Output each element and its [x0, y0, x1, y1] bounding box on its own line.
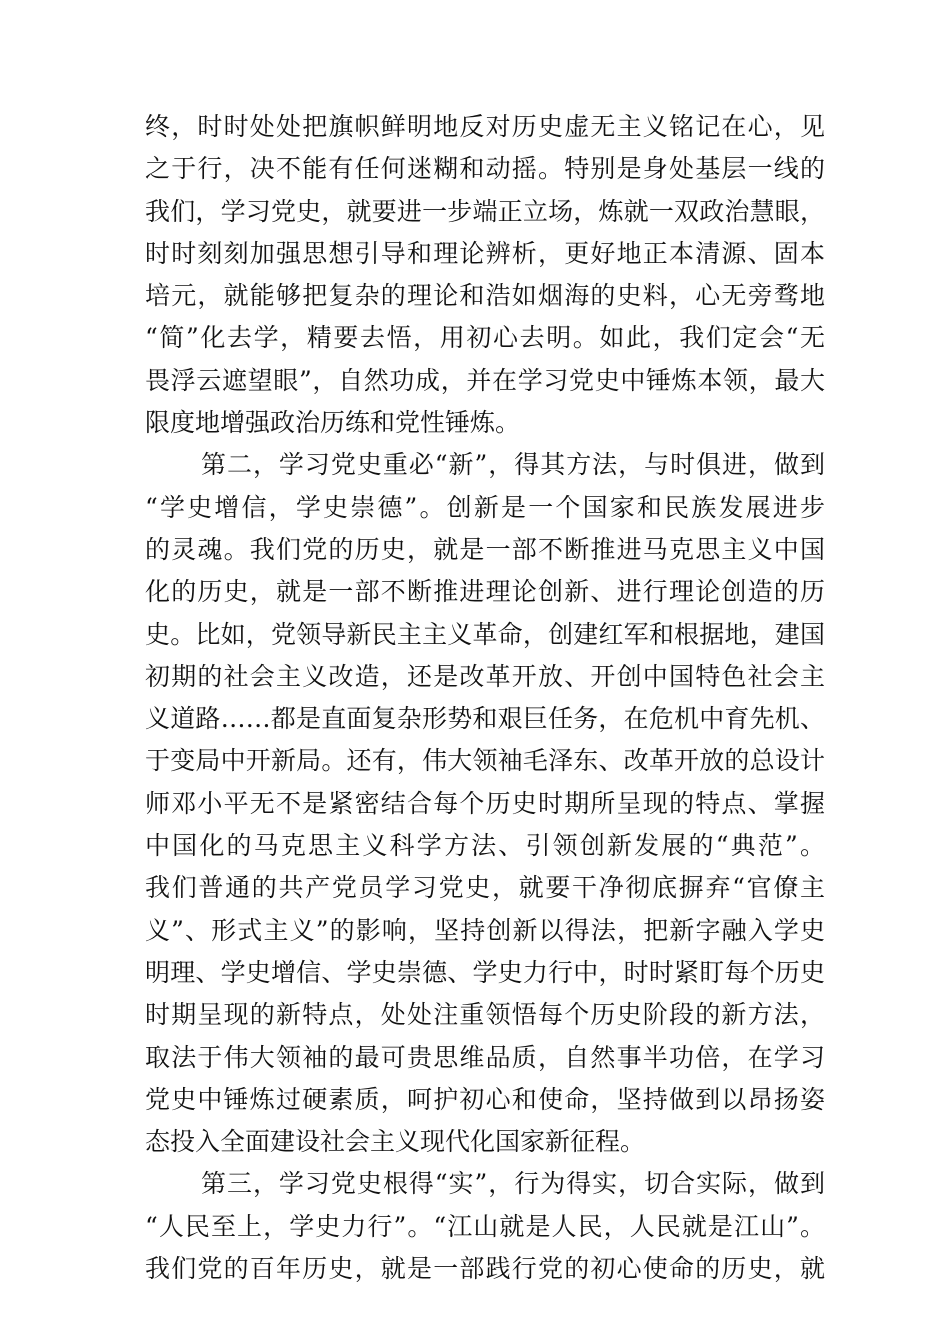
text-line: “人民至上，学史力行”。“江山就是人民，人民就是江山”。 [145, 1211, 825, 1241]
text-line: 取法于伟大领袖的最可贵思维品质，自然事半功倍，在学习 [145, 1042, 825, 1072]
text-line: 中国化的马克思主义科学方法、引领创新发展的“典范”。 [145, 831, 825, 861]
text-line: 第三，学习党史根得“实”，行为得实，切合实际，做到 [201, 1169, 825, 1199]
text-line: 的灵魂。我们党的历史，就是一部不断推进马克思主义中国 [145, 534, 825, 564]
text-line: 史。比如，党领导新民主主义革命，创建红军和根据地，建国 [145, 619, 825, 649]
text-line: “学史增信，学史崇德”。创新是一个国家和民族发展进步 [145, 492, 825, 522]
text-line: 义道路……都是直面复杂形势和艰巨任务，在危机中育先机、 [145, 704, 825, 734]
text-line: 之于行，决不能有任何迷糊和动摇。特别是身处基层一线的 [145, 154, 825, 184]
text-line: 化的历史，就是一部不断推进理论创新、进行理论创造的历 [145, 577, 825, 607]
text-line: 我们，学习党史，就要进一步端正立场，炼就一双政治慧眼， [145, 196, 825, 226]
text-line: 初期的社会主义改造，还是改革开放、开创中国特色社会主 [145, 661, 825, 691]
text-line: 于变局中开新局。还有，伟大领袖毛泽东、改革开放的总设计 [145, 746, 825, 776]
text-line: 畏浮云遮望眼”，自然功成，并在学习党史中锤炼本领，最大 [145, 365, 825, 395]
text-line: 党史中锤炼过硬素质，呵护初心和使命，坚持做到以昂扬姿 [145, 1084, 825, 1114]
text-line: 时期呈现的新特点，处处注重领悟每个历史阶段的新方法， [145, 1000, 825, 1030]
text-line: 态投入全面建设社会主义现代化国家新征程。 [145, 1127, 646, 1157]
text-line: 我们普通的共产党员学习党史，就要干净彻底摒弃“官僚主 [145, 873, 825, 903]
body-text [145, 106, 825, 1290]
text-line: 限度地增强政治历练和党性锤炼。 [145, 408, 521, 438]
text-line: “简”化去学，精要去悟，用初心去明。如此，我们定会“无 [145, 323, 825, 353]
text-line: 我们党的百年历史，就是一部践行党的初心使命的历史，就 [145, 1254, 825, 1284]
text-line: 师邓小平无不是紧密结合每个历史时期所呈现的特点、掌握 [145, 788, 825, 818]
text-line: 明理、学史增信、学史崇德、学史力行中，时时紧盯每个历史 [145, 957, 825, 987]
text-line: 终，时时处处把旗帜鲜明地反对历史虚无主义铭记在心，见 [145, 112, 825, 141]
text-line: 第二，学习党史重必“新”，得其方法，与时俱进，做到 [201, 450, 825, 480]
text-line: 时时刻刻加强思想引导和理论辨析，更好地正本清源、固本 [145, 238, 825, 268]
text-line: 义”、形式主义”的影响，坚持创新以得法，把新字融入学史 [145, 915, 825, 945]
text-line: 培元，就能够把复杂的理论和浩如烟海的史料，心无旁骛地 [145, 281, 825, 311]
